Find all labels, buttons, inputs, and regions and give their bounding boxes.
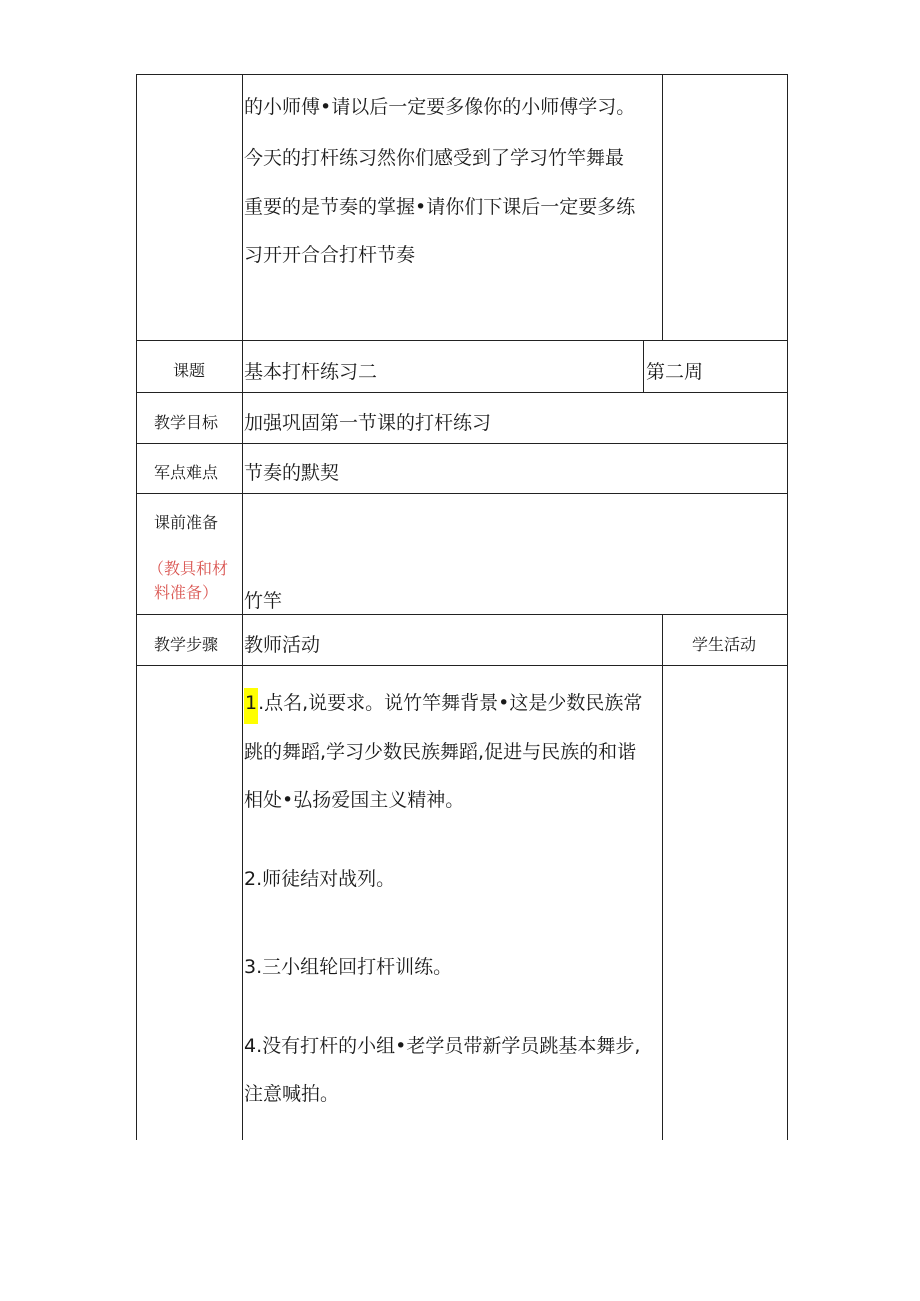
steps-label: 教学步骤 [154,635,219,654]
week-value: 第二周 [646,361,704,383]
prep-note: 料准备） [154,583,219,602]
row-divider [136,392,788,393]
column-divider [662,74,663,340]
table-border-top [136,74,788,75]
row-divider [136,443,788,444]
row-divider [136,493,788,494]
step-2: 2.师徒结对战列。 [244,868,396,890]
topic-label: 课题 [173,361,206,380]
difficulty-value: 节奏的默契 [244,462,340,484]
step-1-number: 1 [244,688,258,724]
step-4-line: 4.没有打杆的小组•老学员带新学员跳基本舞步, [244,1035,641,1057]
goal-value: 加强巩固第一节课的打杆练习 [244,412,492,434]
step-4-line: 注意喊拍。 [244,1083,340,1105]
column-divider [643,340,644,392]
step-1-line: 相处•弘扬爱国主义精神。 [244,789,465,811]
continuation-line: 今天的打杆练习然你们感受到了学习竹竿舞最 [244,147,625,169]
table-border-left [136,74,137,1140]
row-divider [136,614,788,615]
difficulty-label: 军点难点 [154,463,219,482]
step-1-line [244,688,642,724]
column-divider [662,614,663,1140]
teacher-activity-header: 教师活动 [244,634,321,656]
column-divider [242,74,243,1140]
step-3: 3.三小组轮回打杆训练。 [244,956,453,978]
topic-value: 基本打杆练习二 [244,361,378,383]
step-1-text: .点名,说要求。说竹竿舞背景•这是少数民族常 [258,692,643,714]
continuation-line: 重要的是节奏的掌握•请你们下课后一定要多练 [244,196,636,218]
row-divider [136,665,788,666]
prep-label: 课前准备 [154,513,219,532]
prep-value: 竹竿 [244,590,283,612]
continuation-line: 习开开合合打杆节奏 [244,244,416,266]
prep-note: （教具和材 [148,559,229,578]
step-1-line: 跳的舞蹈,学习少数民族舞蹈,促进与民族的和谐 [244,741,637,763]
table-border-right [787,74,788,1140]
goal-label: 教学目标 [154,413,219,432]
continuation-line: 的小师傅•请以后一定要多像你的小师傅学习。 [244,96,636,118]
row-divider [136,340,788,341]
student-activity-header: 学生活动 [692,635,757,654]
